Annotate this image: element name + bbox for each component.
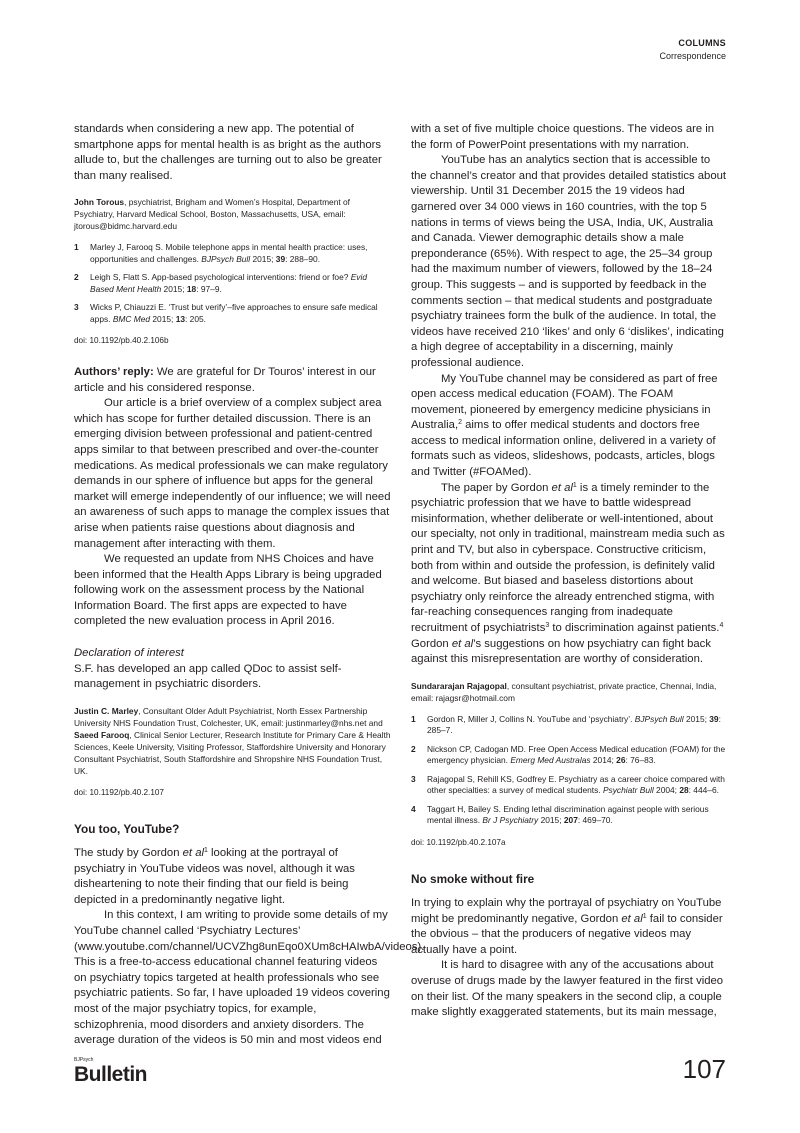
reference-text: Rajagopal S, Rehill KS, Godfrey E. Psychiatry as a career choice compared with other specialties: a survey of medical students. [427, 773, 725, 796]
volume: 39 [275, 253, 286, 264]
reference-item [411, 774, 728, 797]
letter-heading: You too, YouTube? [74, 822, 180, 837]
reply-text: We are grateful for Dr Touros’ interest in our article and his considered response. [74, 365, 376, 394]
paragraph: We requested an update from NHS Choices and have been informed that the Health Apps Library is being upgraded following work on the assessment process by the National Information Board. The first apps are expected to have completed the new evaluation process in April 2016. [74, 553, 382, 628]
paragraph: YouTube has an analytics section that is accessible to the channel’s creator and that provides detailed statistics about viewership. Until 31 December 2015 the 19 videos had garnered over 34 000 views in 160 countries, with the top 5 nations in terms of views being the USA, India, UK, Australia and Canada. Viewer demographic details show a male preponderance (65%). With respect to age, the 25–34 group had the maximum number of viewers, followed by the 18–24 group. This suggests – and is supported by feedback in the comments section – that medical students and postgraduate psychiatry trainees form the bulk of the audience. In total, the videos have received 210 ‘likes’ and only 6 ‘dislikes’, indicating a high degree of acceptability in a discerning, mainly professional audience. [411, 154, 727, 369]
text-run: The study by Gordon [74, 847, 183, 860]
reference-number: 2 [411, 743, 416, 754]
paragraph: standards when considering a new app. The potential of smartphone apps for mental health is as bright as the authors allude to, but the challenges are turning out to also be greater than many realised. [74, 123, 382, 182]
citation-superscript: 4 [719, 622, 724, 629]
subsection-label: Correspondence [659, 51, 726, 61]
journal-name: Evid Based Ment Health [90, 272, 368, 294]
doi: doi: 10.1192/pb.40.2.107 [74, 787, 164, 797]
et-al: et al [551, 481, 573, 494]
author-name: Sundararajan Rajagopal [411, 680, 507, 691]
text-run: Gordon [411, 637, 452, 650]
reference-item [411, 714, 728, 737]
reference-year: 2015; [161, 283, 187, 294]
et-al: et al [621, 912, 643, 925]
right-column [411, 122, 728, 1021]
author-name: Justin C. Marley [74, 705, 139, 716]
reference-text: Taggart H, Bailey S. Ending lethal discrimination against people with serious mental illness. [427, 803, 709, 826]
paragraph [411, 481, 728, 668]
reference-item [74, 242, 391, 265]
pages: : 76–83. [625, 755, 656, 766]
reference-year: 2015; [683, 713, 710, 724]
paragraph: In this context, I am writing to provide some details of my YouTube channel called ‘Psychiatry Lectures’ (www.youtube.com/channel/UCVZhg8unEqo0XUm8cHAIwbA/videos). This is a free-to-access educational channel featuring videos on psychiatry topics targeted at health professionals who see psychiatric patients. So far, I have uploaded 19 videos covering most of the major psychiatry topics, for example, schizophrenia, mood disorders and anxiety disorders. The average duration of the videos is 50 min and most videos end [74, 909, 425, 1047]
reference-number: 3 [411, 773, 416, 784]
author-affiliation [74, 705, 391, 777]
pages: : 285–7. [427, 713, 721, 736]
text-run: In trying to explain why the portrayal of psychiatry on YouTube might be predominantly negative, Gordon [411, 896, 722, 925]
paragraph [74, 846, 391, 908]
pages: : 469–70. [577, 815, 613, 826]
reference-year: 2015; [538, 815, 564, 826]
author-name: Saeed Farooq [74, 729, 130, 740]
reference-year: 2004; [653, 785, 680, 796]
journal-name: Br J Psychiatry [482, 815, 539, 826]
reference-number: 4 [411, 803, 416, 814]
volume: 207 [563, 815, 578, 826]
volume: 13 [175, 313, 186, 324]
text-run: looking at the portrayal of psychiatry in YouTube videos was novel, although it was disheartening to note their finding that our field is being depicted in a predominantly negative light. [74, 847, 355, 906]
citation-superscript: 2 [458, 419, 462, 427]
declaration-title-text: Declaration of interest [74, 647, 184, 660]
reference-year: 2015; [150, 313, 176, 324]
reference-text: Marley J, Farooq S. Mobile telephone apps in mental health practice: uses, opportunities and challenges. [90, 242, 368, 264]
reference-number: 1 [74, 242, 79, 253]
section-label: COLUMNS [678, 38, 726, 48]
logo-small-text: BJPsych [74, 1057, 94, 1063]
reference-text: Leigh S, Flatt S. App-based psychological interventions: friend or foe? [90, 272, 351, 283]
affiliation-text: , psychiatrist, Brigham and Women’s Hospital, Department of Psychiatry, Harvard Medical School, Boston, Massachusetts, USA, email: jtorous@bidmc.harvard.edu [74, 197, 351, 232]
volume: 26 [616, 755, 626, 766]
journal-name: BJPsych Bull [634, 713, 684, 724]
pages: : 97–9. [196, 283, 222, 294]
paragraph: It is hard to disagree with any of the accusations about overuse of drugs made by the lawyer featured in the first video on their list. Of the many speakers in the second clip, a couple make slightly exaggerated statements, but its main message, [411, 959, 724, 1019]
letter-heading: No smoke without fire [411, 872, 535, 887]
text-run: The paper by Gordon [441, 481, 552, 494]
citation-superscript: 1 [204, 847, 208, 855]
paragraph [411, 372, 728, 481]
volume: 39 [709, 713, 719, 724]
reference-number: 2 [74, 272, 79, 283]
journal-logo [74, 1058, 147, 1087]
paragraph: Our article is a brief overview of a complex subject area which has scope for further detailed discussion. There is an emerging division between professional and patient-centred apps similar to that between prescribed and over-the-counter medications. As medical professionals we can make regulatory demands in our sphere of influence but apps for the general market will emerge independently of our influence; we will need an awareness of such apps to manage the complex issues that arise when patients raise questions about diagnosis and management after interacting with them. [74, 397, 391, 550]
running-header [659, 38, 726, 61]
author-affiliation [74, 196, 391, 232]
citation-superscript: 3 [545, 622, 550, 629]
journal-name: BMC Med [112, 313, 151, 324]
affiliation-text: , consultant psychiatrist, private practice, Chennai, India, email: rajagsr@hotmail.com [411, 680, 717, 703]
reference-year: 2015; [250, 253, 276, 264]
page-number: 107 [682, 1054, 726, 1084]
reference-text: Wicks P, Chiauzzi E. ‘Trust but verify’–five approaches to ensure safe medical apps. [90, 302, 378, 324]
reference-text: Gordon R, Miller J, Collins N. YouTube and ‘psychiatry’. [427, 713, 635, 724]
text-run: is a timely reminder to the psychiatric profession that we have to battle widespread misinformation, whether deliberate or well-intentioned, about our specialty, not only in traditional, mainstream media such as print and TV, but also in cyberspace. Constructive criticism, both from within and outside the profession, is definitely valid and welcome. But biased and baseless distortions about psychiatry only reinforce the already entrenched stigma, with far-reaching consequences ranging from inadequate recruitment of psychiatrists [411, 481, 725, 634]
reference-text: Nickson CP, Cadogan MD. Free Open Access Medical education (FOAM) for the emergency physician. [427, 743, 726, 766]
affiliation-text: , Consultant Older Adult Psychiatrist, North Essex Partnership University NHS Foundation Trust, Colchester, UK, email: justinmarley@nhs.net and [74, 705, 383, 728]
et-al: et al [182, 847, 204, 860]
volume: 18 [186, 283, 197, 294]
et-al: et al [451, 637, 474, 650]
pages: : 205. [185, 313, 206, 324]
doi: doi: 10.1192/pb.40.2.107a [411, 837, 506, 847]
doi: doi: 10.1192/pb.40.2.106b [74, 336, 169, 346]
reference-number: 1 [411, 713, 416, 724]
author-affiliation [411, 680, 728, 704]
paragraph: with a set of five multiple choice questions. The videos are in the form of PowerPoint presentations with my narration. [411, 123, 715, 151]
reply-label: Authors’ reply: [74, 365, 154, 378]
text-run: aims to offer medical students and doctors free access to medical information online, delivered in a variety of formats such as videos, slideshows, podcasts, articles, blogs and Twitter (#FOAMed). [411, 419, 716, 479]
citation-superscript: 1 [572, 481, 577, 489]
text-run: My YouTube channel may be considered as part of free open access medical education (FOAM). The FOAM movement, pioneered by emergency medicine physicians in Australia, [411, 372, 718, 432]
affiliation-text: , Clinical Senior Lecturer, Research Institute for Primary Care & Health Sciences, Keele University, Visiting Professor, Staffordshire University and Honorary Consultant Psychiatrist, South Staffordshire and Shropshire NHS Foundation Trust, UK. [74, 729, 391, 776]
reply-paragraph [74, 365, 391, 396]
left-column [74, 122, 425, 1049]
author-name: John Torous [74, 197, 125, 208]
reference-number: 3 [74, 302, 79, 313]
text-run: ’s suggestions on how psychiatry can fight back against this misrepresentation are worthy of consideration. [411, 637, 711, 666]
reference-item [74, 272, 391, 295]
volume: 28 [679, 785, 689, 796]
journal-name: Psychiatr Bull [602, 785, 654, 796]
reference-item [74, 302, 391, 325]
journal-name: BJPsych Bull [201, 253, 251, 264]
declaration-title [74, 646, 391, 662]
text-run: to discrimination against patients. [549, 622, 720, 634]
text-run: fail to consider the obvious – that the producers of negative videos may actually have a point. [411, 912, 723, 956]
pages: : 288–90. [285, 253, 321, 264]
journal-name: Emerg Med Australas [510, 755, 591, 766]
declaration-text: S.F. has developed an app called QDoc to assist self-management in psychiatric disorders. [74, 662, 342, 691]
pages: : 444–6. [688, 785, 719, 796]
reference-list [74, 242, 391, 325]
reference-item [411, 804, 728, 827]
logo-text: Bulletin [74, 1063, 147, 1086]
reference-item [411, 744, 728, 767]
reference-list [411, 714, 728, 827]
citation-superscript: 1 [642, 912, 647, 920]
paragraph [411, 896, 728, 958]
reference-year: 2014; [590, 755, 617, 766]
